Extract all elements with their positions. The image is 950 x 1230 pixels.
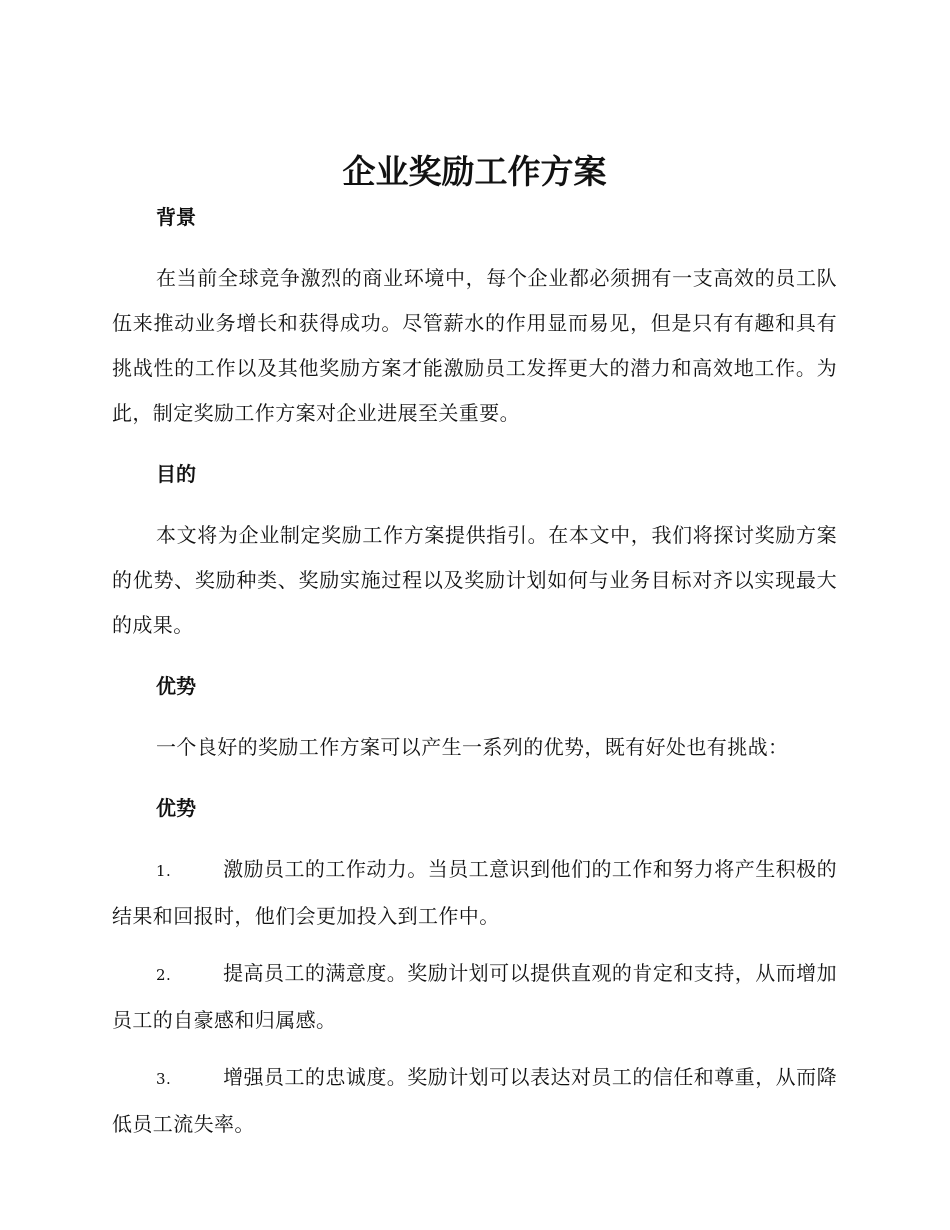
section-paragraph-advantages-intro: 一个良好的奖励工作方案可以产生一系列的优势，既有好处也有挑战：: [156, 735, 789, 759]
list-item-number: 3.: [156, 1070, 172, 1088]
list-item-text: 提高员工的满意度。奖励计划可以提供直观的肯定和支持，从而增加员工的自豪感和归属感。: [112, 961, 837, 1032]
section-paragraph-background: 在当前全球竞争激烈的商业环境中，每个企业都必须拥有一支高效的员工队伍来推动业务增长和获得成功。尽管薪水的作用显而易见，但是只有有趣和具有挑战性的工作以及其他奖励方案才能激励员工发挥更大的潜力和高效地工作。为此，制定奖励工作方案对企业进展至关重要。: [112, 266, 837, 425]
list-item: [112, 1055, 837, 1147]
document-title: 企业奖励工作方案: [342, 152, 607, 191]
list-item: [112, 847, 837, 939]
document-body: [112, 148, 837, 1147]
section-heading-background: 背景: [156, 205, 196, 229]
section-heading-purpose: 目的: [156, 462, 196, 486]
list-item: [112, 951, 837, 1043]
section-paragraph-purpose: 本文将为企业制定奖励工作方案提供指引。在本文中，我们将探讨奖励方案的优势、奖励种类、奖励实施过程以及奖励计划如何与业务目标对齐以实现最大的成果。: [112, 523, 837, 637]
list-item-text: 激励员工的工作动力。当员工意识到他们的工作和努力将产生积极的结果和回报时，他们会更加投入到工作中。: [112, 857, 837, 928]
list-item-text: 增强员工的忠诚度。奖励计划可以表达对员工的信任和尊重，从而降低员工流失率。: [112, 1065, 837, 1136]
section-heading-advantages-intro: 优势: [156, 674, 196, 698]
list-item-number: 1.: [156, 862, 172, 880]
section-heading-advantages: 优势: [156, 796, 196, 820]
list-item-number: 2.: [156, 966, 172, 984]
